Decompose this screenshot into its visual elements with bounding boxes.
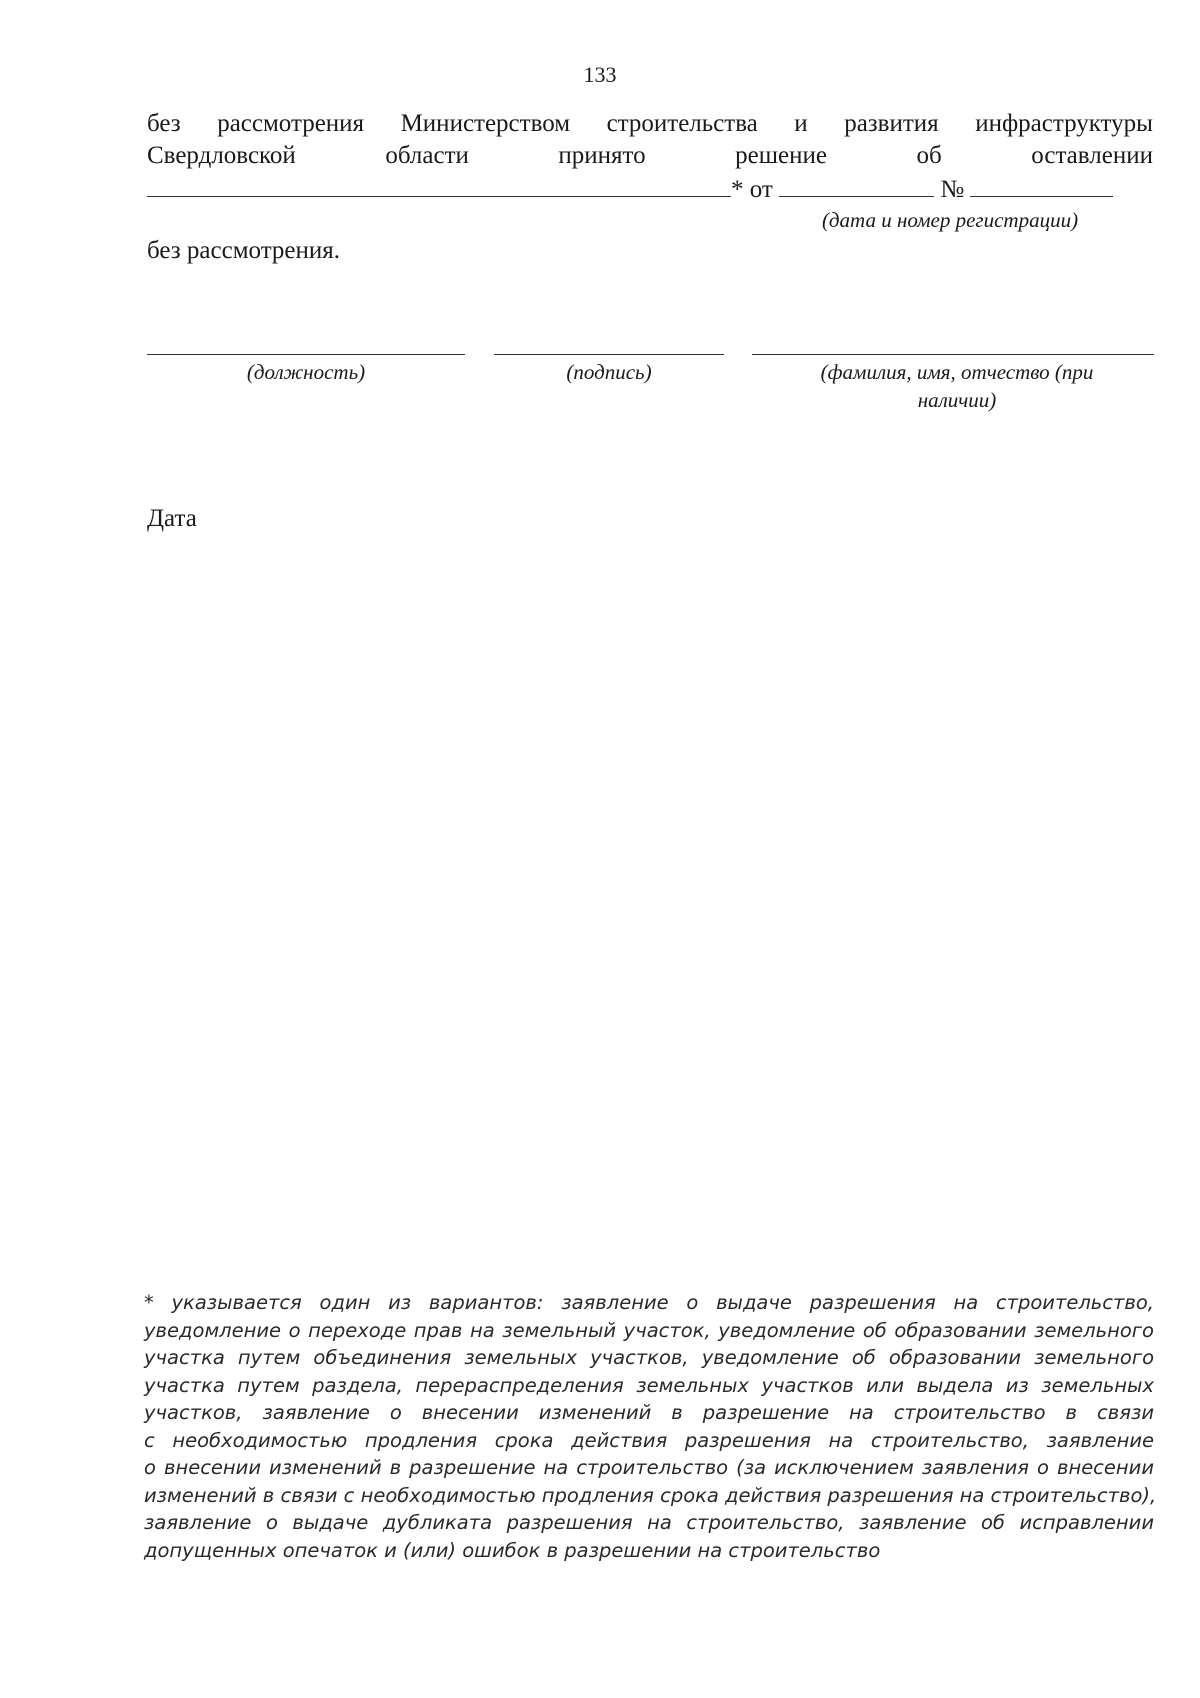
paragraph-word: принято	[558, 142, 646, 169]
name-line[interactable]	[752, 354, 1154, 355]
footnote	[144, 1289, 1157, 1564]
paragraph-line-2	[147, 140, 1153, 172]
footnote-line: участка путем объединения земельных участков, уведомление об образовании земельного	[144, 1346, 1154, 1369]
paragraph-word: области	[385, 142, 469, 169]
paragraph-word: оставлении	[1031, 142, 1153, 169]
footnote-line: участка путем раздела, перераспределения земельных участков или выдела из земельных	[144, 1373, 1154, 1397]
signature-line[interactable]	[494, 354, 724, 355]
paragraph-word: строительства	[606, 110, 758, 137]
asterisk-from-label: * от	[731, 176, 773, 203]
paragraph-word: и	[794, 110, 808, 137]
position-line[interactable]	[147, 354, 465, 355]
paragraph-word: решение	[735, 142, 827, 169]
paragraph-word: рассмотрения	[217, 110, 365, 137]
number-sign: №	[940, 176, 965, 203]
paragraph-line-4: без рассмотрения.	[147, 237, 341, 264]
paragraph-word: Свердловской	[147, 142, 296, 169]
date-label: Дата	[147, 505, 197, 532]
footnote-line: заявление о выдаче дубликата разрешения на строительство, заявление об исправлении	[144, 1511, 1154, 1534]
signature-caption: (подпись)	[566, 360, 652, 384]
footnote-line: с необходимостью продления срока действия разрешения на строительство, заявление	[144, 1428, 1154, 1452]
name-caption: (фамилия, имя, отчество (при наличии)	[820, 360, 1094, 412]
footnote-line: допущенных опечаток и (или) ошибок в разрешении на строительство	[144, 1538, 881, 1562]
paragraph-word: без	[147, 110, 181, 137]
paragraph-word: инфраструктуры	[975, 110, 1153, 137]
paragraph-word: развития	[844, 110, 939, 137]
paragraph-word: Министерством	[400, 110, 571, 137]
paragraph-line-3	[147, 172, 1153, 206]
decision-type-blank[interactable]	[147, 172, 731, 197]
page-number: 133	[583, 62, 617, 87]
registration-date-blank[interactable]	[779, 172, 934, 197]
footnote-line: * указывается один из вариантов: заявление о выдаче разрешения на строительство,	[144, 1291, 1154, 1314]
registration-caption: (дата и номер регистрации)	[821, 208, 1079, 232]
position-caption: (должность)	[246, 360, 366, 384]
registration-number-blank[interactable]	[970, 172, 1113, 197]
footnote-line: участков, заявление о внесении изменений в разрешение на строительство в связи	[144, 1401, 1154, 1424]
footnote-line: изменений в связи с необходимостью продления срока действия разрешения на строительство),	[144, 1483, 1157, 1507]
footnote-line: о внесении изменений в разрешение на строительство (за исключением заявления о внесении	[144, 1456, 1154, 1479]
footnote-line: уведомление о переходе прав на земельный участок, уведомление об образовании земельного	[144, 1318, 1154, 1342]
paragraph-word: об	[916, 142, 942, 169]
paragraph-line-1	[147, 108, 1153, 140]
